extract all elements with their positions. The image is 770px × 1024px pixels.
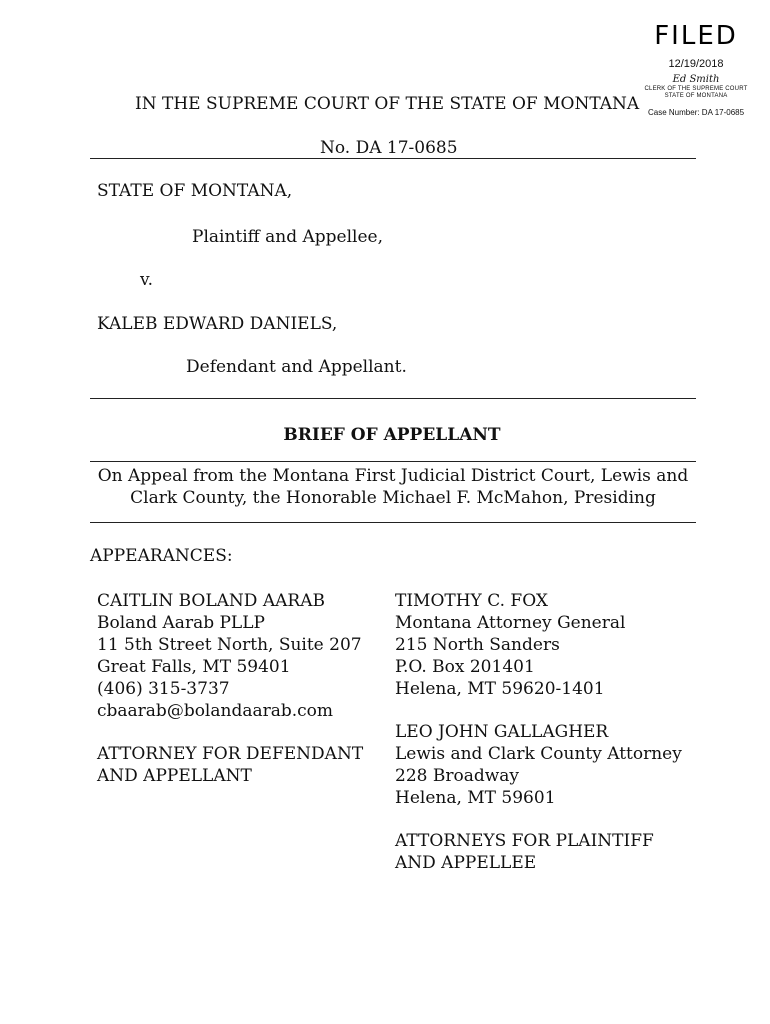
filed-date: 12/19/2018	[668, 58, 724, 70]
divider-rule	[90, 522, 696, 523]
filing-stamp	[640, 22, 752, 100]
counsel-title: Lewis and Clark County Attorney	[395, 744, 682, 764]
divider-rule	[90, 158, 696, 159]
counsel-firm: Boland Aarab PLLP	[97, 613, 265, 633]
appeal-origin	[90, 465, 696, 509]
counsel-phone: (406) 315-3737	[97, 679, 230, 699]
counsel-address: 228 Broadway	[395, 766, 520, 786]
clerk-title: CLERK OF THE SUPREME COURT	[644, 86, 748, 92]
counsel-city: Helena, MT 59620-1401	[395, 679, 605, 699]
counsel-name: LEO JOHN GALLAGHER	[395, 722, 609, 742]
divider-rule	[90, 461, 696, 462]
counsel-city: Helena, MT 59601	[395, 788, 556, 808]
docket-number: No. DA 17-0685	[320, 138, 458, 158]
counsel-box: P.O. Box 201401	[395, 657, 535, 677]
appellant-counsel-block	[97, 590, 363, 787]
appeal-line: Clark County, the Honorable Michael F. McMahon, Presiding	[130, 488, 656, 508]
counsel-name: CAITLIN BOLAND AARAB	[97, 591, 325, 611]
counsel-address: 215 North Sanders	[395, 635, 560, 655]
document-title: BRIEF OF APPELLANT	[283, 425, 501, 445]
clerk-signature: Ed Smith	[672, 74, 720, 85]
court-name: IN THE SUPREME COURT OF THE STATE OF MONTANA	[135, 94, 640, 114]
defendant-role: Defendant and Appellant.	[186, 357, 407, 377]
plaintiff-role: Plaintiff and Appellee,	[192, 227, 384, 247]
divider-rule	[90, 398, 696, 399]
clerk-state: STATE OF MONTANA	[664, 93, 728, 99]
appellee-counsel-block	[395, 590, 682, 874]
counsel-name: TIMOTHY C. FOX	[395, 591, 548, 611]
counsel-title: Montana Attorney General	[395, 613, 626, 633]
counsel-city: Great Falls, MT 59401	[97, 657, 291, 677]
counsel-address: 11 5th Street North, Suite 207	[97, 635, 362, 655]
appeal-line: On Appeal from the Montana First Judicial District Court, Lewis and	[97, 466, 689, 486]
counsel-role: ATTORNEY FOR DEFENDANT	[97, 744, 364, 764]
counsel-role: ATTORNEYS FOR PLAINTIFF	[395, 831, 654, 851]
versus: v.	[140, 270, 153, 290]
plaintiff-name: STATE OF MONTANA,	[97, 181, 293, 201]
counsel-email: cbaarab@bolandaarab.com	[97, 701, 334, 721]
counsel-role: AND APPELLEE	[395, 853, 537, 873]
appearances-heading: APPEARANCES:	[90, 546, 233, 566]
stamp-case-number: Case Number: DA 17-0685	[648, 108, 745, 117]
defendant-name: KALEB EDWARD DANIELS,	[97, 314, 338, 334]
filed-label: FILED	[654, 21, 738, 51]
counsel-role: AND APPELLANT	[97, 766, 252, 786]
